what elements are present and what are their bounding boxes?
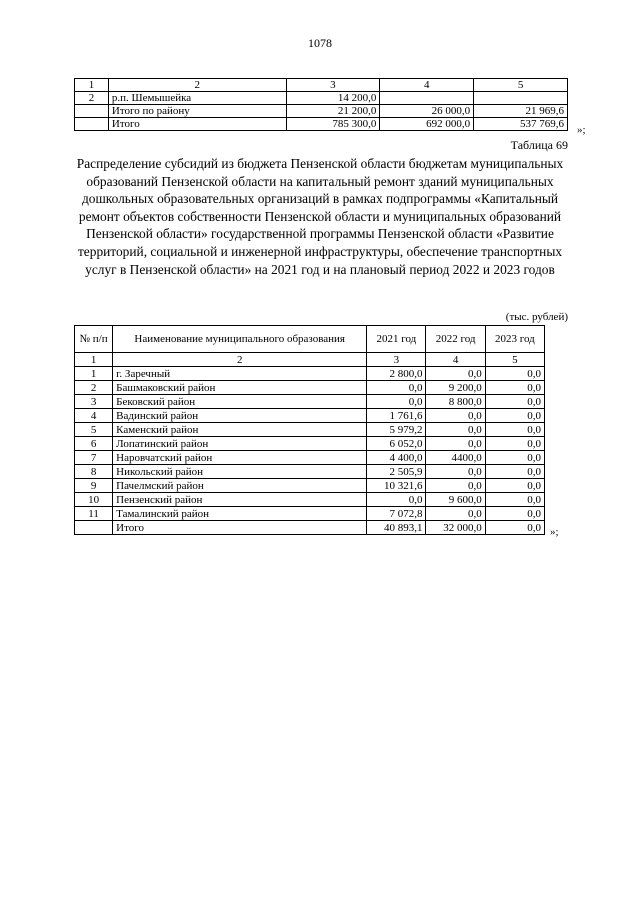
numbering-cell: 5 [485, 353, 544, 367]
table-cell: 0,0 [485, 507, 544, 521]
table-cell: 0,0 [426, 409, 485, 423]
table-row [75, 92, 568, 105]
table-cell: 1 761,6 [367, 409, 426, 423]
table-cell: 5 [75, 423, 113, 437]
table-cell: 0,0 [485, 409, 544, 423]
table-cell: 7 [75, 451, 113, 465]
continuation-table-numbering-row [75, 79, 568, 92]
table-row [75, 479, 545, 493]
table-cell: 21 200,0 [286, 105, 380, 118]
units-label: (тыс. рублей) [505, 311, 568, 323]
table-cell: 537 769,6 [474, 118, 568, 131]
table-cell: 2 505,9 [367, 465, 426, 479]
table-cell: 10 [75, 493, 113, 507]
table-cell: 6 052,0 [367, 437, 426, 451]
table-cell [380, 92, 474, 105]
table-row [75, 105, 568, 118]
numbering-cell: 5 [474, 79, 568, 92]
table-cell: 32 000,0 [426, 521, 485, 535]
table-caption: Таблица 69 [510, 138, 568, 152]
table-cell: 0,0 [426, 367, 485, 381]
table-cell: 0,0 [426, 479, 485, 493]
table-row [75, 409, 545, 423]
table-row [75, 395, 545, 409]
table-cell: Никольский район [113, 465, 367, 479]
subsidy-table-header-row [75, 326, 545, 353]
header-2023: 2023 год [485, 326, 544, 353]
table-cell: Тамалинский район [113, 507, 367, 521]
table-row [75, 493, 545, 507]
table-row [75, 451, 545, 465]
table-cell: 0,0 [485, 479, 544, 493]
table-cell [75, 521, 113, 535]
header-2022: 2022 год [426, 326, 485, 353]
table-cell: Бековский район [113, 395, 367, 409]
table-cell: г. Заречный [113, 367, 367, 381]
table-row [75, 367, 545, 381]
table-cell: 14 200,0 [286, 92, 380, 105]
table-cell: Итого [108, 118, 286, 131]
table-cell: 0,0 [426, 465, 485, 479]
continuation-table [74, 78, 568, 131]
numbering-cell: 2 [108, 79, 286, 92]
table-cell: Итого по району [108, 105, 286, 118]
numbering-cell: 4 [426, 353, 485, 367]
header-2021: 2021 год [367, 326, 426, 353]
header-municipality: Наименование муниципального образования [113, 326, 367, 353]
numbering-cell: 1 [75, 353, 113, 367]
table-cell: 9 200,0 [426, 381, 485, 395]
table-cell: 26 000,0 [380, 105, 474, 118]
table-cell: 6 [75, 437, 113, 451]
table-cell: 785 300,0 [286, 118, 380, 131]
table-row [75, 423, 545, 437]
table-cell: 21 969,6 [474, 105, 568, 118]
table-cell: 11 [75, 507, 113, 521]
table-cell: 9 [75, 479, 113, 493]
numbering-cell: 1 [75, 79, 109, 92]
table-row [75, 118, 568, 131]
table-cell: 0,0 [485, 465, 544, 479]
table-cell: 0,0 [485, 437, 544, 451]
table-cell: 10 321,6 [367, 479, 426, 493]
table-cell [474, 92, 568, 105]
table-cell: Наровчатский район [113, 451, 367, 465]
table-cell: 2 [75, 381, 113, 395]
table-row [75, 381, 545, 395]
table-cell: 2 [75, 92, 109, 105]
table-cell: 2 800,0 [367, 367, 426, 381]
numbering-cell: 2 [113, 353, 367, 367]
table-cell: 8 [75, 465, 113, 479]
table-cell: 0,0 [426, 423, 485, 437]
numbering-cell: 3 [367, 353, 426, 367]
table-cell: 3 [75, 395, 113, 409]
table-cell: 0,0 [485, 493, 544, 507]
table-cell: Вадинский район [113, 409, 367, 423]
table-cell [75, 105, 109, 118]
table-cell: 4 [75, 409, 113, 423]
table-cell: 0,0 [485, 367, 544, 381]
numbering-cell: 3 [286, 79, 380, 92]
table-cell: Лопатинский район [113, 437, 367, 451]
table-cell: р.п. Шемышейка [108, 92, 286, 105]
table-cell: 692 000,0 [380, 118, 474, 131]
table-cell: 0,0 [367, 381, 426, 395]
numbering-cell: 4 [380, 79, 474, 92]
table-cell: 0,0 [485, 521, 544, 535]
table-cell: Каменский район [113, 423, 367, 437]
table-cell: 1 [75, 367, 113, 381]
table-cell: 4400,0 [426, 451, 485, 465]
table-cell: 0,0 [426, 507, 485, 521]
table-cell: Пачелмский район [113, 479, 367, 493]
table-cell: 0,0 [426, 437, 485, 451]
page-number: 1078 [308, 36, 332, 50]
table-cell: 40 893,1 [367, 521, 426, 535]
table-cell: 0,0 [485, 423, 544, 437]
header-number: № п/п [75, 326, 113, 353]
table-row [75, 465, 545, 479]
subsidy-table [74, 325, 545, 535]
table-cell [75, 118, 109, 131]
table-cell: Башмаковский район [113, 381, 367, 395]
table-row [75, 521, 545, 535]
table-cell: Итого [113, 521, 367, 535]
table-heading: Распределение субсидий из бюджета Пензенской области бюджетам муниципальных образований Пензенской области на капитальный ремонт зданий муниципальных дошкольных образовательных организаций в рамках подпрограммы «Капитальный ремонт объектов собственности Пензенской области и муниципальных образований Пензенской области» государственной программы Пензенской области «Развитие территорий, социальной и инженерной инфраструктуры, обеспечение транспортных услуг в Пензенской области» на 2021 год и на плановый период 2022 и 2023 годов [76, 156, 564, 277]
table-cell: 0,0 [367, 493, 426, 507]
table-cell: 0,0 [367, 395, 426, 409]
table-cell: 4 400,0 [367, 451, 426, 465]
table-cell: 9 600,0 [426, 493, 485, 507]
table-row [75, 437, 545, 451]
table-cell: Пензенский район [113, 493, 367, 507]
table-cell: 7 072,8 [367, 507, 426, 521]
table-cell: 0,0 [485, 381, 544, 395]
subsidy-table-closing-quote: »; [550, 526, 559, 538]
continuation-table-closing-quote: »; [577, 124, 586, 136]
table-cell: 8 800,0 [426, 395, 485, 409]
table-row [75, 507, 545, 521]
subsidy-table-numbering-row [75, 353, 545, 367]
table-cell: 5 979,2 [367, 423, 426, 437]
table-cell: 0,0 [485, 395, 544, 409]
table-cell: 0,0 [485, 451, 544, 465]
